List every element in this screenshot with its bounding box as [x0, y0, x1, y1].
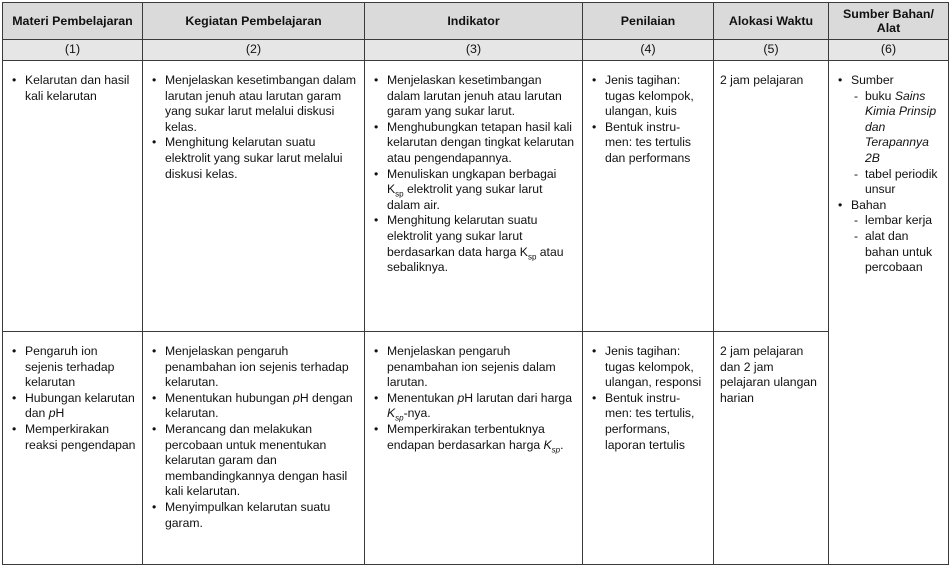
list-item [835, 198, 942, 276]
list-item: • Menentukan hubungan pH dengan kelarutan. [149, 391, 358, 422]
alokasi-text: 2 jam pelajaran dan 2 jam pelajaran ulangan harian [720, 344, 817, 405]
list-item: • Menghitung kelarutan suatu elektrolit yang sukar larut berdasarkan data harga $K_{sp}$ atau sebaliknya. [371, 213, 576, 275]
header-materi: Materi Pembelajaran [3, 3, 143, 40]
materi-cell [3, 332, 143, 565]
list-item: • Merancang dan melakukan percobaan untuk menentukan kelarutan garam dan membandingkannya dengan hasil kali kelarutan. [149, 422, 358, 500]
header-sumber: Sumber Bahan/ Alat [829, 3, 949, 40]
list-item: • Menjelaskan pengaruh penambahan ion sejenis dalam larutan. [371, 344, 576, 391]
list-item: • Menjelaskan kesetimbangan dalam larutan jenuh atau larutan garam yang sukar larut melalui diskusi kelas. [149, 73, 358, 135]
kegiatan-cell [143, 61, 365, 332]
list-item: • Menghubungkan tetapan hasil kali kelarutan dengan tingkat kelarutan atau pengendapannya. [371, 120, 576, 167]
header-penilaian: Penilaian [583, 3, 714, 40]
syllabus-table [2, 2, 949, 565]
list-item: • Bentuk instru-men: tes tertulis dan performans [589, 120, 707, 167]
list-item: • Hubungan kelarutan dan pH [9, 391, 136, 422]
list-item: • Menuliskan ungkapan berbagai $K_{sp}$ elektrolit yang sukar larut dalam air. [371, 167, 576, 214]
list-item: • Pengaruh ion sejenis terhadap kelarutan [9, 344, 136, 391]
list-item: • Menyimpulkan kelarutan suatu garam. [149, 500, 358, 531]
indikator-cell [365, 61, 583, 332]
column-number: (2) [143, 40, 365, 61]
list-item: • Jenis tagihan: tugas kelompok, ulangan, kuis [589, 73, 707, 120]
book-title: Sains Kimia Prinsip dan Terapannya 2B [865, 88, 937, 165]
sumber-label: Sumber [851, 73, 894, 87]
sumber-cell [829, 61, 949, 565]
list-item: • Bentuk instru-men: tes tertulis, performans, laporan tertulis [589, 391, 707, 453]
list-item: • Menghitung kelarutan suatu elektrolit yang sukar larut melalui diskusi kelas. [149, 135, 358, 182]
list-item: • Menjelaskan kesetimbangan dalam larutan jenuh atau larutan garam yang sukar larut. [371, 73, 576, 120]
indikator-cell [365, 332, 583, 565]
column-number: (3) [365, 40, 583, 61]
alokasi-cell [714, 61, 829, 332]
bahan-label: Bahan [851, 197, 887, 212]
column-number-row [3, 40, 949, 61]
column-number: (4) [583, 40, 714, 61]
alokasi-cell [714, 332, 829, 565]
column-number: (1) [3, 40, 143, 61]
header-row [3, 3, 949, 40]
sub-list-item: - alat dan bahan untuk percobaan [851, 229, 942, 276]
kegiatan-cell [143, 332, 365, 565]
header-alokasi: Alokasi Waktu [714, 3, 829, 40]
list-item: • Menjelaskan pengaruh penambahan ion sejenis terhadap kelarutan. [149, 344, 358, 391]
column-number: (5) [714, 40, 829, 61]
list-item [835, 73, 942, 198]
list-item: • Jenis tagihan: tugas kelompok, ulangan, responsi [589, 344, 707, 391]
list-item: • Menentukan pH larutan dari harga $K_{sp}$-nya. [371, 391, 576, 422]
list-item: • Kelarutan dan hasil kali kelarutan [9, 73, 136, 104]
alokasi-text: 2 jam pelajaran [720, 73, 804, 87]
table-row [3, 332, 949, 565]
column-number: (6) [829, 40, 949, 61]
sub-list-item: - buku Sains Kimia Prinsip dan Terapannya 2B [851, 89, 942, 167]
header-kegiatan: Kegiatan Pembelajaran [143, 3, 365, 40]
sub-list-item: - tabel periodik unsur [851, 167, 942, 198]
header-indikator: Indikator [365, 3, 583, 40]
sub-list-item: - lembar kerja [851, 213, 942, 229]
penilaian-cell [583, 332, 714, 565]
penilaian-cell [583, 61, 714, 332]
list-item: • Memperkirakan reaksi pengendapan [9, 422, 136, 453]
list-item: • Memperkirakan terbentuknya endapan berdasarkan harga $K_{sp}$. [371, 422, 576, 453]
materi-cell [3, 61, 143, 332]
table-row [3, 61, 949, 332]
